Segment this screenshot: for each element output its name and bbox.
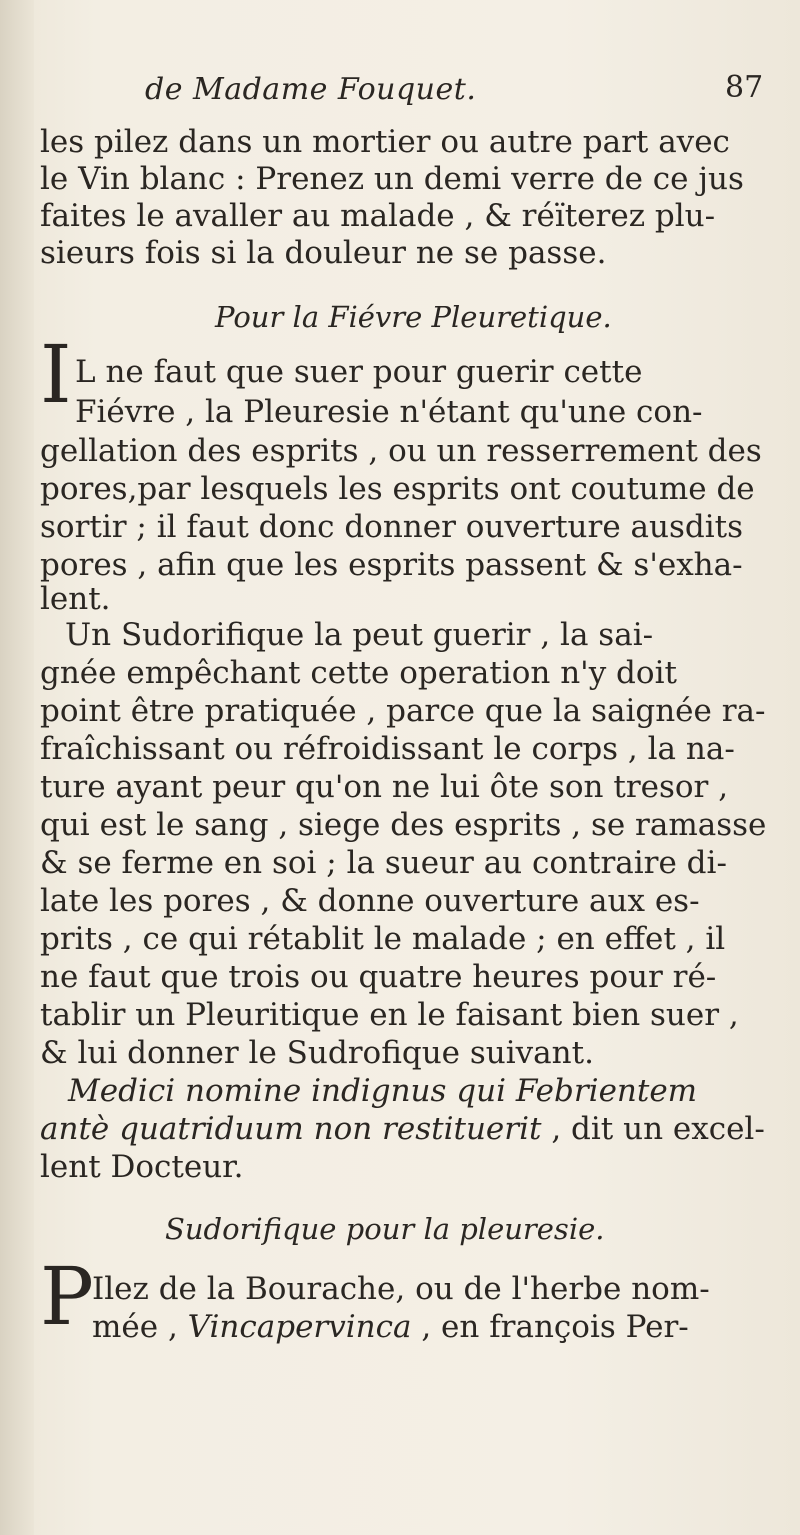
text-line: Un Sudorifique la peut guerir , la sai- [65,617,654,653]
text-line: gnée empêchant cette operation n'y doit [40,655,677,691]
text-line: late les pores , & donne ouverture aux es- [40,883,700,919]
text-line: pores,par lesquels les esprits ont coutume de [40,471,755,507]
text-line [40,160,744,198]
drop-cap: I [40,328,72,421]
text-line-part: , en françois Per- [411,1309,689,1345]
text-line: Fiévre , la Pleuresie n'étant qu'une con- [75,394,703,430]
running-head: de Madame Fouquet. [145,72,477,107]
latin-quote-line: Medici nomine indignus qui Febrientem [68,1073,698,1109]
page-number: 87 [725,70,764,105]
text-line: fraîchissant ou réfroidissant le corps , la na- [40,731,735,767]
text-line: prits , ce qui rétablit le malade ; en effet , il [40,921,726,957]
text-line-part: le Vin blanc : Prenez un demi verre de ce jus [40,161,744,197]
text-line: pores , afin que les esprits passent & s'exha- [40,547,743,583]
text-line: Ilez de la Bourache, ou de l'herbe nom- [92,1271,710,1307]
text-line: & se ferme en soi ; la sueur au contraire di- [40,845,727,881]
page-gutter [0,0,34,1535]
text-line-part: , dit un excel- [541,1111,765,1147]
text-line [40,1110,765,1148]
text-line: lent. [40,581,111,617]
section-heading: Sudorifique pour la pleuresie. [165,1212,605,1246]
text-line: gellation des esprits , ou un resserrement des [40,433,762,469]
text-line: & lui donner le Sudrofique suivant. [40,1035,594,1071]
drop-cap: P [40,1250,94,1343]
text-line: sortir ; il faut donc donner ouverture ausdits [40,509,744,545]
plant-name: Vincapervinca [187,1309,412,1345]
text-line: sieurs fois si la douleur ne se passe. [40,235,607,271]
text-line: ture ayant peur qu'on ne lui ôte son tresor , [40,769,729,805]
text-line: lent Docteur. [40,1149,244,1185]
text-line: L ne faut que suer pour guerir cette [75,354,643,390]
latin-quote-text: antè quatriduum non restituerit [40,1111,542,1147]
text-line [92,1308,689,1346]
text-line: tablir un Pleuritique en le faisant bien suer , [40,997,739,1033]
text-line: qui est le sang , siege des esprits , se ramasse [40,807,767,843]
text-line: point être pratiquée , parce que la saignée ra- [40,693,766,729]
text-line: ne faut que trois ou quatre heures pour ré- [40,959,717,995]
text-line: les pilez dans un mortier ou autre part avec [40,124,730,160]
section-heading: Pour la Fiévre Pleuretique. [215,300,612,334]
text-line-part: mée , [92,1309,188,1345]
text-line: faites le avaller au malade , & réïterez plu- [40,198,716,234]
